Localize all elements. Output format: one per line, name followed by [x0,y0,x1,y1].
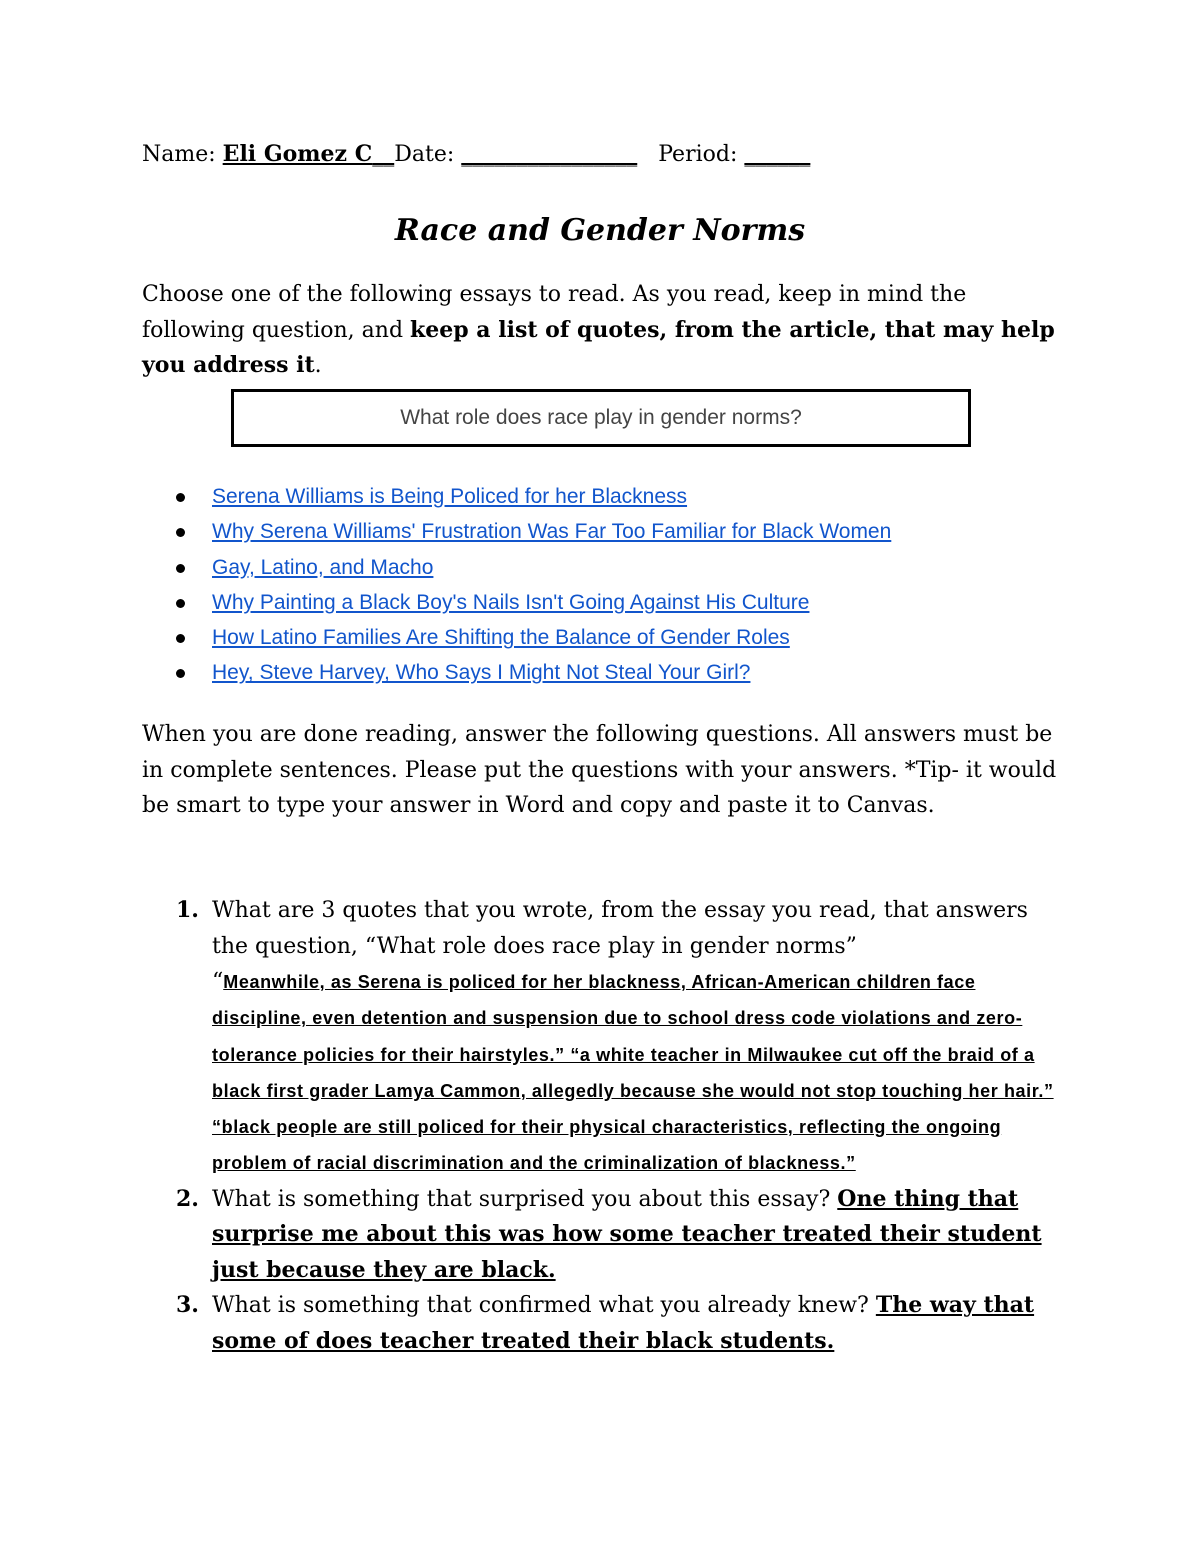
date-label: Date: [394,142,455,167]
instructions-paragraph: When you are done reading, answer the following questions. All answers must be in complete sentences. Please put the questions with your answers. *Tip- it would be smart to type your answer in Word and copy and paste it to Canvas. [142,722,1057,818]
essay-link-4[interactable]: Why Painting a Black Boy's Nails Isn't Going Against His Culture [212,590,810,614]
list-item [142,479,891,514]
name-trail: __ [372,142,395,167]
intro-bold: keep a list of quotes, from the article, that may help you address it [142,316,1055,378]
list-item [142,585,891,620]
intro-text: Choose one of the following essays to read. As you read, keep in mind the following question, and [142,282,967,343]
list-item [142,655,891,690]
bullet-icon [176,634,185,643]
question-box: What role does race play in gender norms? [231,389,971,447]
question-number: 1. [176,897,199,923]
name-label: Name: [142,142,216,167]
bullet-icon [176,599,185,608]
bullet-icon [176,528,185,537]
question-number: 2. [176,1185,199,1212]
answer-prefix: “ [212,969,224,994]
page-title: Race and Gender Norms [394,213,806,248]
question-list [142,893,1062,1359]
name-value: Eli Gomez C [222,141,373,167]
essay-link-2[interactable]: Why Serena Williams' Frustration Was Far Too Familiar for Black Women [212,520,892,544]
essay-link-5[interactable]: How Latino Families Are Shifting the Balance of Gender Roles [212,626,790,650]
essay-link-3[interactable]: Gay, Latino, and Macho [212,555,434,579]
essay-link-6[interactable]: Hey, Steve Harvey, Who Says I Might Not Steal Your Girl? [212,661,751,685]
essay-link-list [142,479,891,691]
bullet-icon [176,564,185,573]
intro-paragraph [142,277,1062,384]
answer-text: One thing that surprise me about this was how some teacher treated their student just because they are black. [212,1185,1042,1283]
question-item-3 [142,1288,1062,1359]
essay-link-1[interactable]: Serena Williams is Being Policed for her Blackness [212,485,688,508]
bullet-icon [176,493,185,502]
date-blank: ________________ [461,142,638,167]
question-item-2 [142,1182,1062,1289]
answer-text: The way that some of does teacher treated their black students. [212,1292,1035,1354]
bullet-icon [176,669,185,678]
question-text: What is something that surprised you about this essay? [212,1186,831,1212]
list-item [142,550,891,585]
question-item-1 [142,893,1062,1182]
answer-quotes: Meanwhile, as Serena is policed for her blackness, African-American children face discipline, even detention and suspension due to school dress code violations and zero-tolerance policies for their hairstyles.” “a white teacher in Milwaukee cut off the braid of a black first grader Lamya Cammon, allegedly because she would not stop touching her hair.” “black people are still policed for their physical characteristics, reflecting the ongoing problem of racial discrimination and the criminalization of blackness.” [212,972,1054,1174]
header-line [142,141,810,167]
question-text: What are 3 quotes that you wrote, from the essay you read, that answers the question, “What role does race play in gender norms” [212,898,1028,959]
question-text: What is something that confirmed what you already knew? [212,1293,869,1319]
period-blank: ______ [744,142,811,167]
list-item [142,620,891,655]
period-label: Period: [658,142,738,167]
list-item [142,514,891,549]
question-number: 3. [176,1292,199,1319]
intro-end: . [314,353,322,378]
